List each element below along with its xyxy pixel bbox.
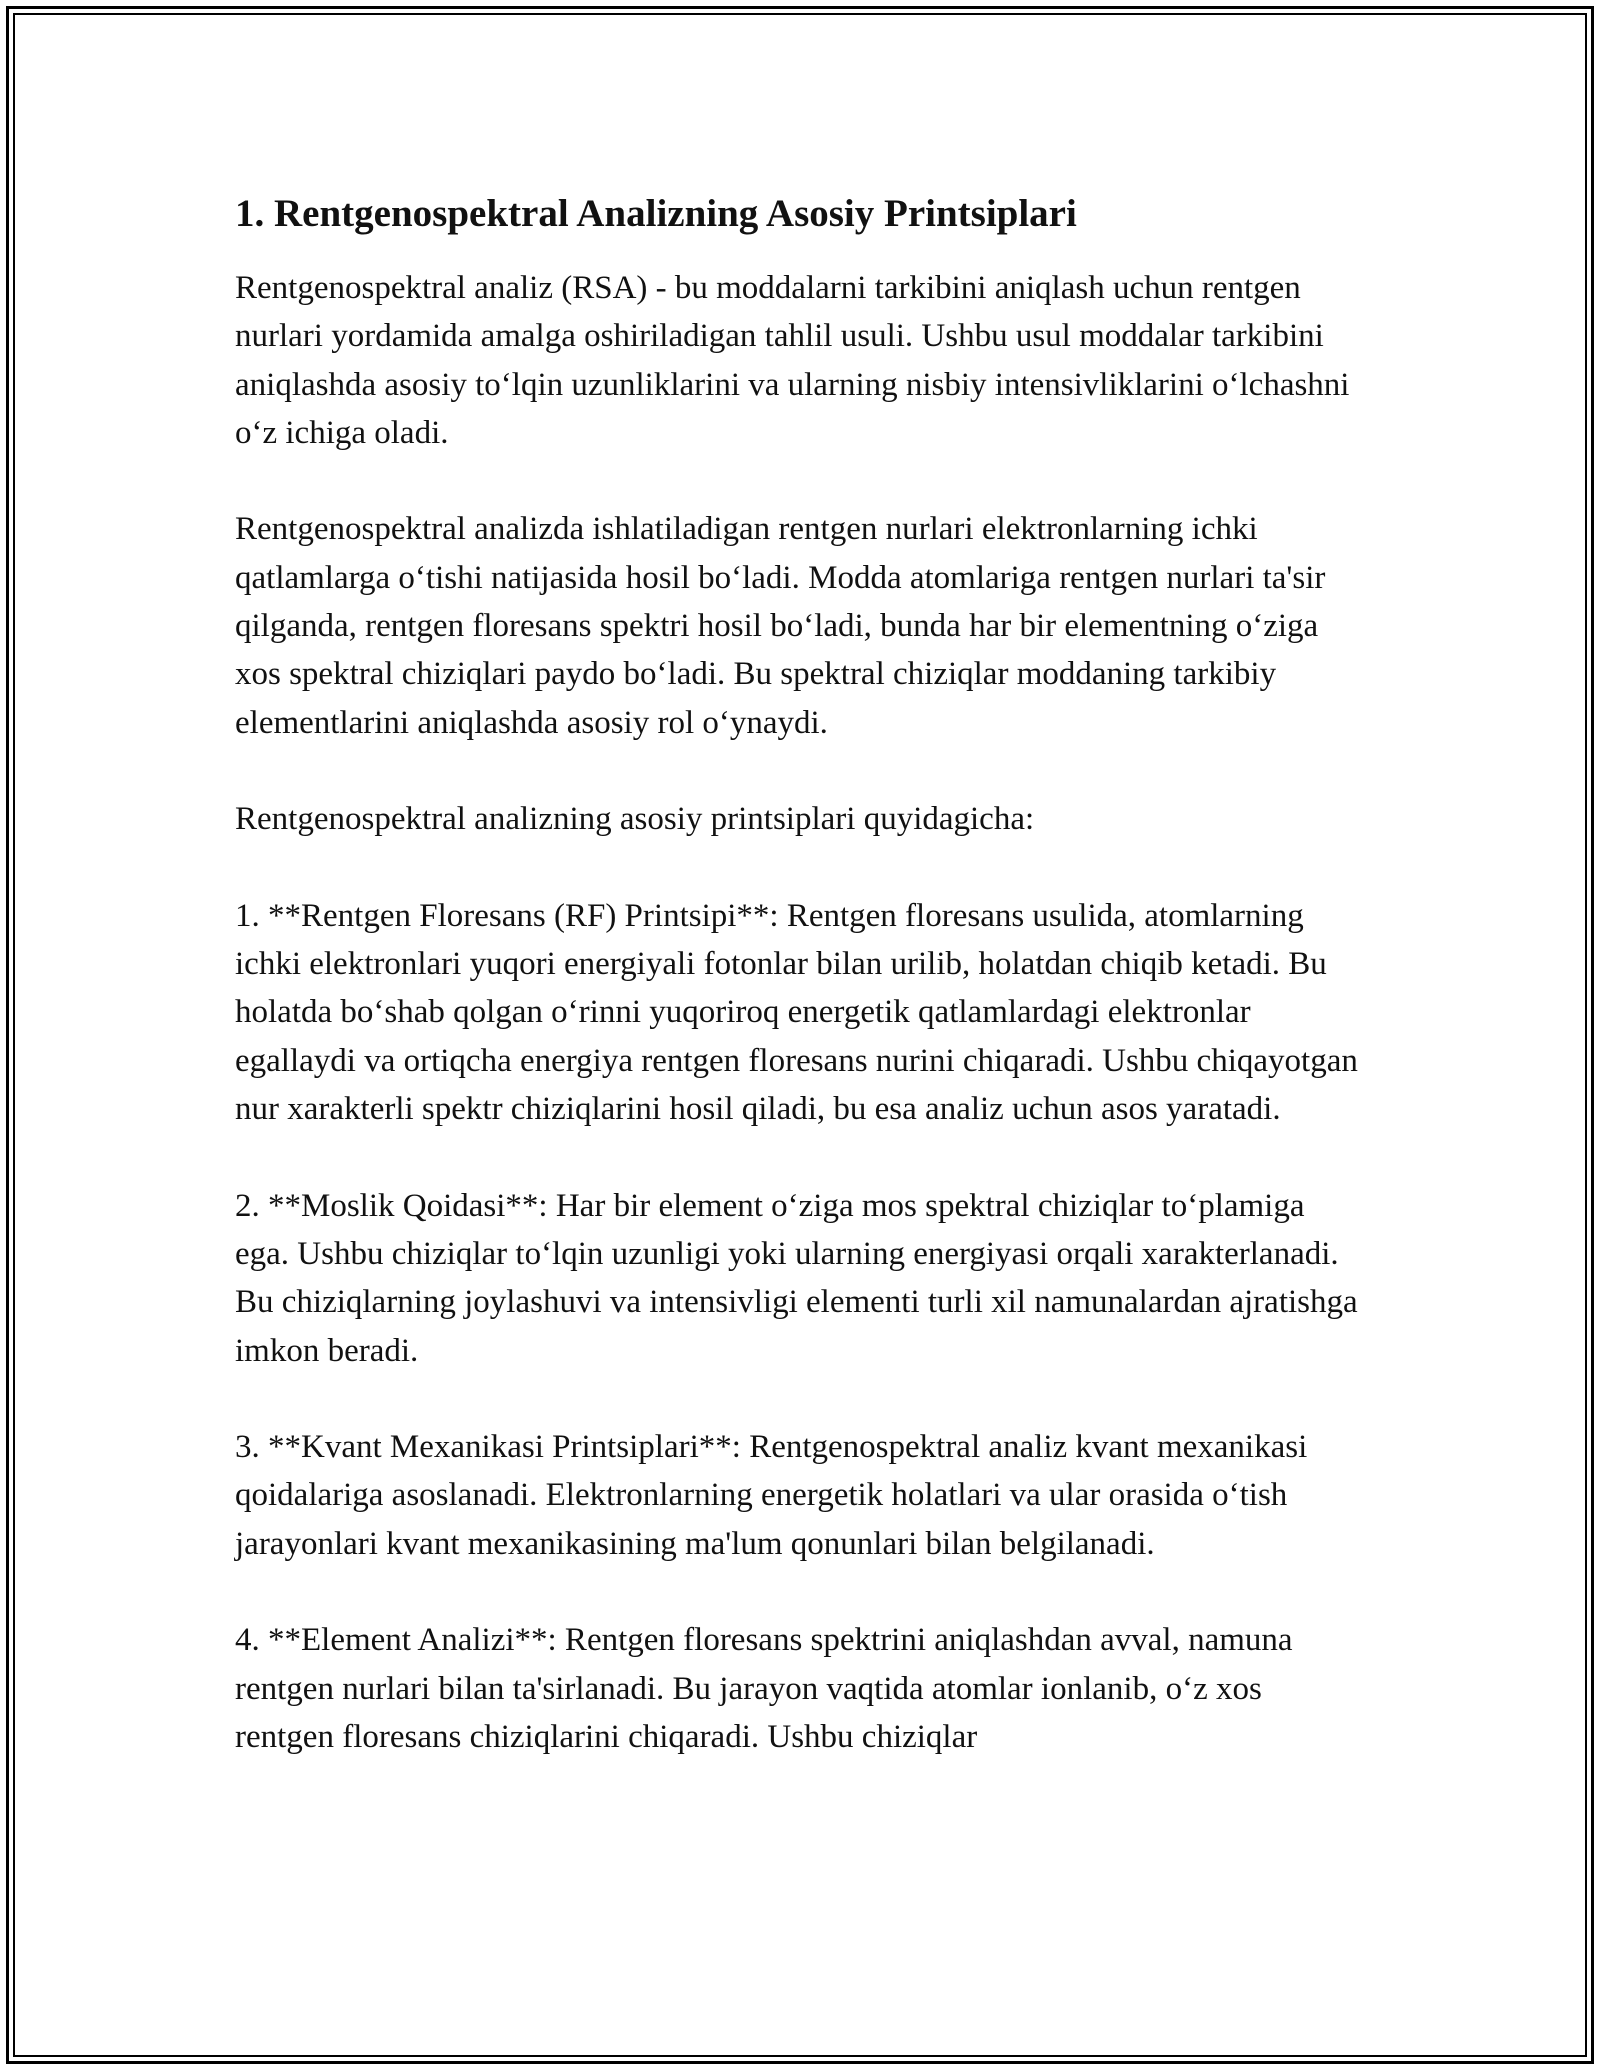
list-item-rf-principle: 1. **Rentgen Floresans (RF) Printsipi**: Rentgen floresans usulida, atomlarning ichki elektronlari yuqori energiyali fotonlar bilan urilib, holatdan chiqib ketadi. Bu holatda bo‘shab qolgan o‘rinni yuqoriroq energetik qatlamlardagi elektronlar egallaydi va ortiqcha energiya rentgen floresans nurini chiqaradi. Ushbu chiqayotgan nur xarakterli spektr chiziqlarini hosil qiladi, bu esa analiz uchun asos yaratadi.	[235, 897, 1358, 1128]
paragraph-principles-lead: Rentgenospektral analizning asosiy printsiplari quyidagicha:	[235, 801, 1035, 838]
list-item-quantum-mechanics: 3. **Kvant Mexanikasi Printsiplari**: Rentgenospektral analiz kvant mexanikasi qoidalariga asoslanadi. Elektronlarning energetik holatlari va ular orasida o‘tish jarayonlari kvant mexanikasining ma'lum qonunlari bilan belgilanadi.	[235, 1429, 1308, 1562]
section-heading: 1. Rentgenospektral Analizning Asosiy Printsiplari	[235, 192, 1077, 235]
list-item-element-analysis: 4. **Element Analizi**: Rentgen floresans spektrini aniqlashdan avval, namuna rentgen nurlari bilan ta'sirlanadi. Bu jarayon vaqtida atomlar ionlanib, o‘z xos rentgen floresans chiziqlarini chiqaradi. Ushbu chiziqlar	[235, 1622, 1293, 1755]
document-page	[235, 190, 1365, 1810]
paragraph-intro: Rentgenospektral analiz (RSA) - bu moddalarni tarkibini aniqlash uchun rentgen nurlari yordamida amalga oshiriladigan tahlil usuli. Ushbu usul moddalar tarkibini aniqlashda asosiy to‘lqin uzunliklarini va ularning nisbiy intensivliklarini o‘lchashni o‘z ichiga oladi.	[235, 270, 1350, 451]
paragraph-xray-origin: Rentgenospektral analizda ishlatiladigan rentgen nurlari elektronlarning ichki qatlamlarga o‘tishi natijasida hosil bo‘ladi. Modda atomlariga rentgen nurlari ta'sir qilganda, rentgen floresans spektri hosil bo‘ladi, bunda har bir elementning o‘ziga xos spektral chiziqlari paydo bo‘ladi. Bu spektral chiziqlar moddaning tarkibiy elementlarini aniqlashda asosiy rol o‘ynaydi.	[235, 511, 1326, 741]
list-item-correspondence-rule: 2. **Moslik Qoidasi**: Har bir element o‘ziga mos spektral chiziqlar to‘plamiga ega. Ushbu chiziqlar to‘lqin uzunligi yoki ularning energiyasi orqali xarakterlanadi. Bu chiziqlarning joylashuvi va intensivligi elementi turli xil namunalardan ajratishga imkon beradi.	[235, 1187, 1358, 1369]
